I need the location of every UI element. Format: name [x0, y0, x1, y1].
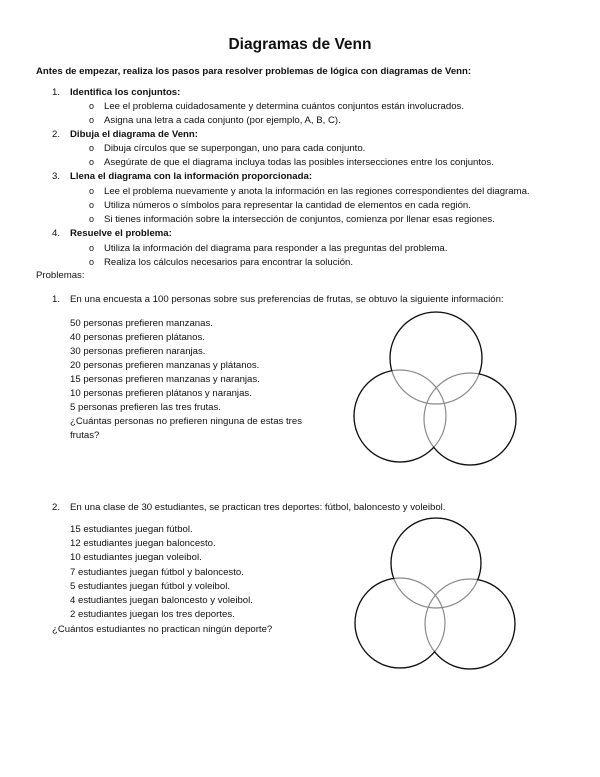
bullet-text: Asegúrate de que el diagrama incluya todas las posibles intersecciones entre los conjuntos. — [104, 157, 494, 168]
step-heading: Dibuja el diagrama de Venn: — [70, 129, 198, 140]
step-4-bullet-1 — [89, 243, 447, 254]
problem-2-statement — [52, 502, 445, 513]
problem-2-fact: 4 estudiantes juegan baloncesto y voleibol. — [70, 595, 253, 606]
step-heading: Llena el diagrama con la información proporcionada: — [70, 171, 313, 182]
venn-diagram-2 — [350, 514, 530, 674]
step-4-bullet-2 — [89, 257, 353, 268]
page-title: Diagramas de Venn — [228, 36, 372, 53]
bullet-text: Dibuja círculos que se superpongan, uno para cada conjunto. — [104, 143, 366, 154]
step-heading: Identifica los conjuntos: — [70, 87, 181, 98]
bullet-mark: o — [89, 115, 95, 125]
problem-1-fact: 50 personas prefieren manzanas. — [70, 318, 213, 329]
step-number: 1. — [52, 87, 61, 98]
problems-label: Problemas: — [36, 270, 85, 281]
step-1 — [52, 87, 180, 98]
problem-1-question: ¿Cuántas personas no prefieren ninguna de estas tres — [70, 416, 302, 427]
intro-text: Antes de empezar, realiza los pasos para resolver problemas de lógica con diagramas de Venn: — [36, 66, 472, 77]
bullet-mark: o — [89, 101, 95, 111]
step-3-bullet-2 — [89, 200, 471, 211]
step-4 — [52, 228, 172, 239]
step-2-bullet-1 — [89, 143, 365, 154]
problem-2-fact: 5 estudiantes juegan fútbol y voleibol. — [70, 581, 231, 592]
step-3 — [52, 171, 312, 182]
step-2 — [52, 129, 198, 140]
step-3-bullet-1 — [89, 186, 530, 197]
problem-2-question: ¿Cuántos estudiantes no practican ningún deporte? — [52, 624, 273, 635]
problem-1-fact: 10 personas prefieren plátanos y naranjas. — [70, 388, 252, 399]
step-heading: Resuelve el problema: — [70, 228, 172, 239]
bullet-text: Si tienes información sobre la intersección de conjuntos, comienza por llenar esas regiones. — [104, 214, 495, 225]
bullet-text: Realiza los cálculos necesarios para encontrar la solución. — [104, 257, 354, 268]
problem-2-fact: 12 estudiantes juegan baloncesto. — [70, 538, 216, 549]
problem-text: En una clase de 30 estudiantes, se practican tres deportes: fútbol, baloncesto y voleibol. — [70, 502, 446, 513]
bullet-mark: o — [89, 243, 95, 253]
problem-1-fact: 30 personas prefieren naranjas. — [70, 346, 206, 357]
problem-2-fact: 10 estudiantes juegan voleibol. — [70, 552, 202, 563]
venn-diagram-1 — [350, 305, 530, 470]
venn-1-circle-left — [354, 370, 446, 462]
problem-1-fact: 5 personas prefieren las tres frutas. — [70, 402, 221, 413]
step-1-bullet-2 — [89, 115, 341, 126]
bullet-text: Asigna una letra a cada conjunto (por ejemplo, A, B, C). — [104, 115, 341, 126]
step-1-bullet-1 — [89, 101, 464, 112]
step-2-bullet-2 — [89, 157, 494, 168]
problem-1-question-cont: frutas? — [70, 430, 100, 441]
bullet-mark: o — [89, 200, 95, 210]
problem-1-fact: 20 personas prefieren manzanas y plátanos. — [70, 360, 260, 371]
problem-1-fact: 40 personas prefieren plátanos. — [70, 332, 205, 343]
venn-1-circle-right — [424, 373, 516, 465]
problem-1-fact: 15 personas prefieren manzanas y naranjas. — [70, 374, 260, 385]
bullet-mark: o — [89, 186, 95, 196]
problem-text: En una encuesta a 100 personas sobre sus preferencias de frutas, se obtuvo la siguiente información: — [70, 294, 504, 305]
problem-2-fact: 7 estudiantes juegan fútbol y baloncesto. — [70, 567, 244, 578]
bullet-mark: o — [89, 214, 95, 224]
bullet-mark: o — [89, 257, 95, 267]
venn-1-circle-top — [390, 312, 482, 404]
problem-1-statement — [52, 294, 504, 305]
step-number: 4. — [52, 228, 61, 239]
problem-2-fact: 2 estudiantes juegan los tres deportes. — [70, 609, 235, 620]
step-number: 3. — [52, 171, 61, 182]
bullet-text: Utiliza números o símbolos para representar la cantidad de elementos en cada región. — [104, 200, 471, 211]
bullet-text: Lee el problema nuevamente y anota la información en las regiones correspondientes del diagrama. — [104, 186, 530, 197]
bullet-text: Utiliza la información del diagrama para responder a las preguntas del problema. — [104, 243, 448, 254]
problem-2-fact: 15 estudiantes juegan fútbol. — [70, 524, 193, 535]
problem-number: 1. — [52, 294, 61, 305]
step-number: 2. — [52, 129, 61, 140]
step-3-bullet-3 — [89, 214, 495, 225]
bullet-mark: o — [89, 157, 95, 167]
venn-2-circle-left — [355, 578, 445, 668]
problem-number: 2. — [52, 502, 61, 513]
bullet-mark: o — [89, 143, 95, 153]
bullet-text: Lee el problema cuidadosamente y determina cuántos conjuntos están involucrados. — [104, 101, 464, 112]
